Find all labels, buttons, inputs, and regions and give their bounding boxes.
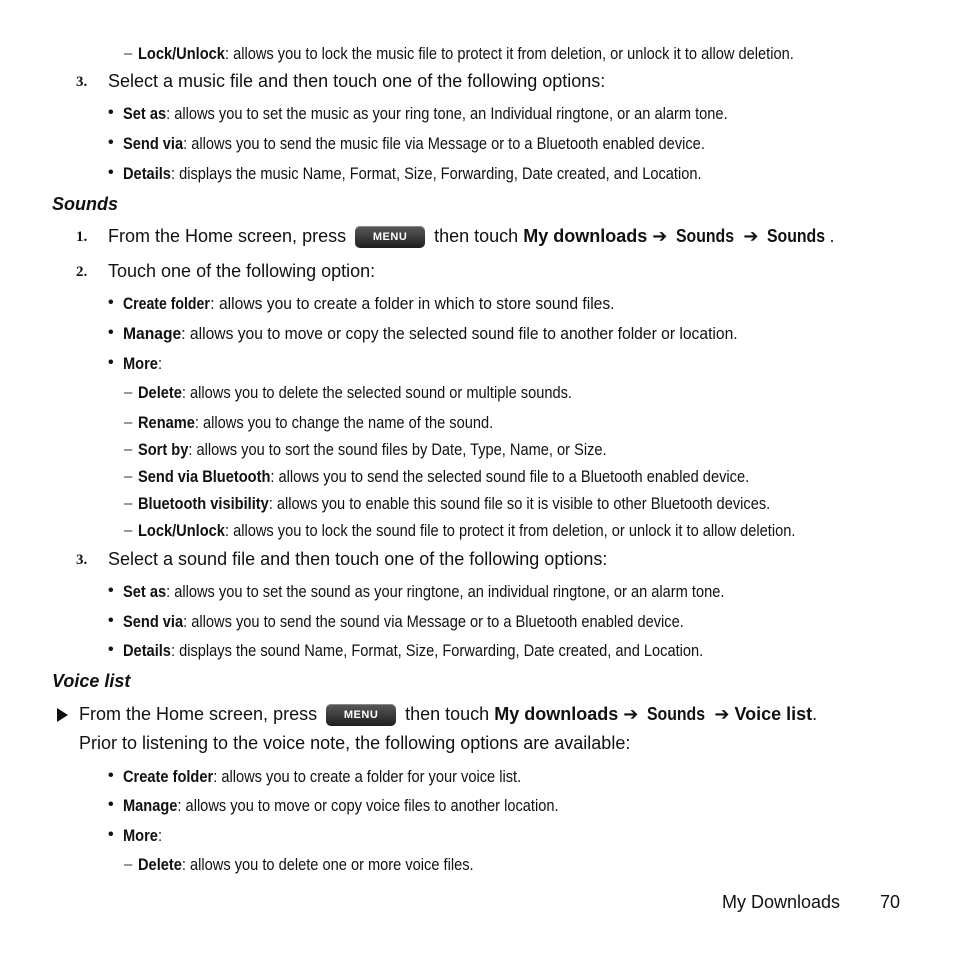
section-heading-voice-list: Voice list	[52, 671, 131, 691]
dash-marker: –	[124, 468, 133, 485]
list-item: Send via: allows you to send the sound via Message or to a Bluetooth enabled device.	[123, 612, 684, 631]
bullet-marker: •	[108, 796, 114, 813]
list-item: Delete: allows you to delete one or more voice files.	[138, 855, 474, 874]
footer-section-name: My Downloads	[722, 892, 841, 912]
bullet-marker: •	[108, 767, 114, 784]
list-item: Create folder: allows you to create a folder in which to store sound files.	[123, 294, 615, 313]
list-item: Send via Bluetooth: allows you to send the selected sound file to a Bluetooth enabled device.	[138, 467, 750, 486]
list-item: Manage: allows you to move or copy voice files to another location.	[123, 796, 559, 815]
arrow-icon: ➔	[652, 226, 668, 246]
bullet-marker: •	[108, 104, 114, 121]
list-item: Details: displays the sound Name, Format, Size, Forwarding, Date created, and Location.	[123, 641, 704, 660]
bullet-marker: •	[108, 164, 114, 181]
intro-text: Prior to listening to the voice note, the following options are available:	[79, 733, 631, 753]
step-text: Select a music file and then touch one of the following options:	[108, 71, 606, 91]
page-number: 70	[880, 892, 901, 912]
section-heading-sounds: Sounds	[52, 194, 118, 214]
dash-marker: –	[124, 45, 133, 62]
list-item: Sort by: allows you to sort the sound files by Date, Type, Name, or Size.	[138, 440, 607, 459]
step-number: 2.	[76, 264, 88, 280]
bullet-marker: •	[108, 612, 114, 629]
list-item: Rename: allows you to change the name of the sound.	[138, 413, 494, 432]
list-item: Lock/Unlock: allows you to lock the sound file to protect it from deletion, or unlock it to allow deletion.	[138, 521, 796, 540]
dash-marker: –	[124, 522, 133, 539]
list-item: Create folder: allows you to create a folder for your voice list.	[123, 767, 522, 786]
dash-marker: –	[124, 856, 133, 873]
arrow-icon: ➔	[714, 704, 730, 724]
step-text: Touch one of the following option:	[108, 261, 376, 281]
menu-key-icon: MENU	[355, 226, 425, 248]
bullet-marker: •	[108, 826, 114, 843]
bullet-marker: •	[108, 641, 114, 658]
triangle-bullet-icon	[57, 708, 68, 722]
bullet-marker: •	[108, 294, 114, 311]
step-number: 3.	[76, 74, 88, 90]
list-item: Lock/Unlock: allows you to lock the music file to protect it from deletion, or unlock it to allow deletion.	[138, 44, 794, 63]
dash-marker: –	[124, 441, 133, 458]
list-item: Manage: allows you to move or copy the selected sound file to another folder or location.	[123, 324, 738, 343]
list-item: More:	[123, 826, 163, 845]
step-text: Select a sound file and then touch one of the following options:	[108, 549, 608, 569]
step-text: From the Home screen, press MENU then touch My downloads ➔ Sounds ➔ Voice list.	[79, 702, 817, 726]
dash-marker: –	[124, 495, 133, 512]
list-item: Delete: allows you to delete the selected sound or multiple sounds.	[138, 383, 572, 402]
bullet-marker: •	[108, 582, 114, 599]
step-text: From the Home screen, press MENU then touch My downloads ➔ Sounds ➔ Sounds .	[108, 224, 834, 248]
list-item: Send via: allows you to send the music file via Message or to a Bluetooth enabled device.	[123, 134, 705, 153]
step-number: 3.	[76, 552, 88, 568]
list-item: More:	[123, 354, 163, 373]
list-item: Set as: allows you to set the sound as your ringtone, an individual ringtone, or an alarm tone.	[123, 582, 725, 601]
dash-marker: –	[124, 384, 133, 401]
bullet-marker: •	[108, 324, 114, 341]
menu-key-icon: MENU	[326, 704, 396, 726]
list-item: Set as: allows you to set the music as your ring tone, an Individual ringtone, or an alarm tone.	[123, 104, 728, 123]
dash-marker: –	[124, 414, 133, 431]
arrow-icon: ➔	[743, 226, 759, 246]
arrow-icon: ➔	[623, 704, 639, 724]
bullet-marker: •	[108, 134, 114, 151]
list-item: Details: displays the music Name, Format, Size, Forwarding, Date created, and Location.	[123, 164, 702, 183]
bullet-marker: •	[108, 354, 114, 371]
list-item: Bluetooth visibility: allows you to enable this sound file so it is visible to other Bluetooth devices.	[138, 494, 771, 513]
step-number: 1.	[76, 229, 88, 245]
